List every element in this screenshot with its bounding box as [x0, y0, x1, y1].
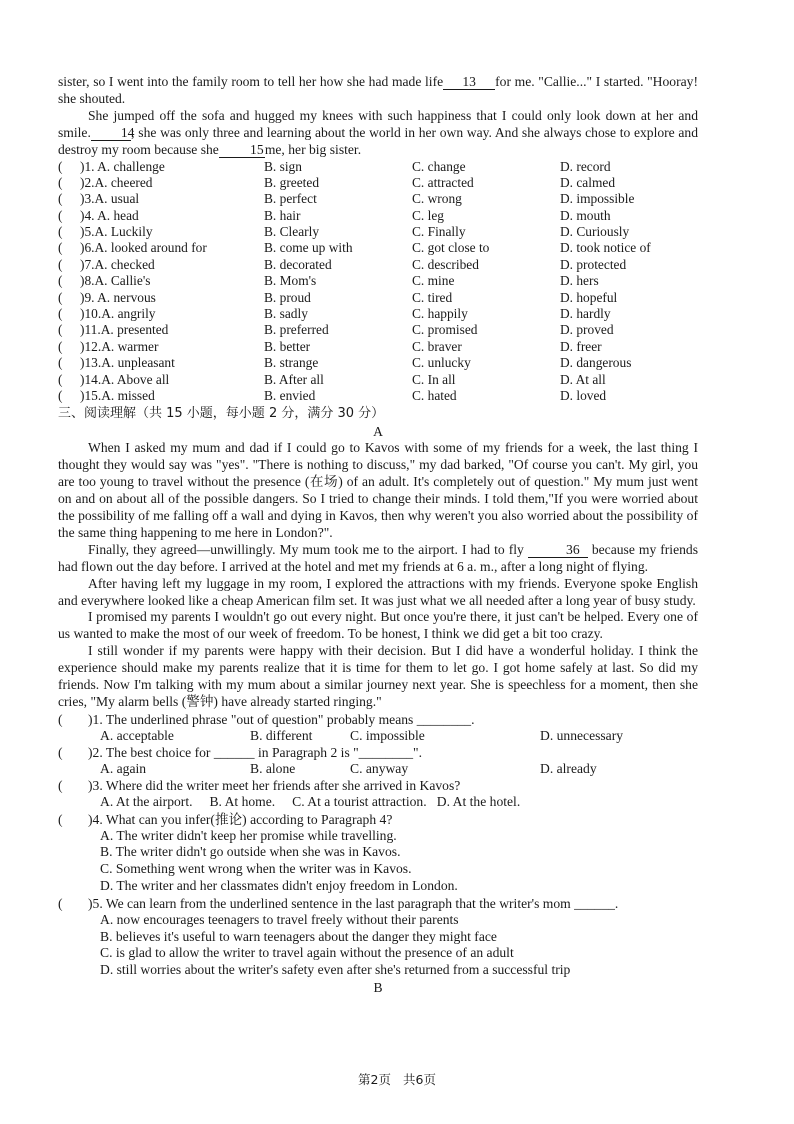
question-text: )2. The best choice for ______ in Paragraph 2 is "________". — [88, 744, 423, 760]
page-footer — [0, 1070, 794, 1088]
choice-a: A. acceptable — [100, 727, 174, 743]
passage-paragraph-1: When I asked my mum and dad if I could go to Kavos with some of my friends for a week, the last thing I thought they would say was "yes". "There is nothing to discuss," my dad barked, "Of course you can't. My girl, you are too young to travel without the presence (在场) of an adult. It's completely out of question." My mum just went on and on about all of the possible dangers. So I tried to change their minds. I told them,"If you were worried about the possibility of me falling off a wall and dying in Kavos, then why weren't you also worried about the possibility of the same thing happening to me here in London?". — [58, 440, 698, 540]
choice-c: C. Something went wrong when the writer was in Kavos. — [100, 861, 412, 877]
option-row — [58, 224, 698, 240]
cloze-paragraph-2 — [58, 108, 698, 159]
question-choices — [58, 728, 698, 744]
answer-paren[interactable]: ( — [58, 191, 63, 207]
option-c: C. happily — [412, 306, 468, 322]
option-b: B. strange — [264, 355, 319, 371]
cloze-text: me, her big sister. — [264, 141, 362, 157]
option-a: )2.A. cheered — [80, 174, 153, 190]
passage-paragraph-4: I promised my parents I wouldn't go out every night. But once you're there, it just can't be helped. Every one of us wanted to make the most of our week of freedom. To be honest, I think we did get a bit too crazy. — [58, 609, 698, 642]
option-c: C. got close to — [412, 240, 490, 256]
question-text: )1. The underlined phrase "out of question" probably means ________. — [88, 711, 475, 727]
choice-b: B. believes it's useful to warn teenagers about the danger they might face — [100, 928, 497, 944]
option-b: B. sadly — [264, 306, 308, 322]
page-total: 共6页 — [403, 1072, 436, 1087]
answer-paren[interactable]: ( — [58, 388, 63, 403]
option-d: D. took notice of — [560, 240, 651, 256]
option-b: B. greeted — [264, 174, 320, 190]
choice-b: B. The writer didn't go outside when she was in Kavos. — [100, 844, 401, 860]
choice-c: C. is glad to allow the writer to travel again without the presence of an adult — [100, 945, 514, 961]
option-d: D. hers — [560, 273, 599, 289]
option-b: B. preferred — [264, 322, 329, 338]
choice-b: B. different — [250, 727, 313, 743]
section-heading: 三、阅读理解（共 15 小题，每小题 2 分，满分 30 分） — [58, 406, 385, 422]
option-d: D. mouth — [560, 207, 611, 223]
option-row — [58, 372, 698, 388]
question-3 — [58, 777, 698, 811]
answer-paren[interactable]: ( — [58, 207, 63, 223]
option-row — [58, 191, 698, 207]
question-text: )5. We can learn from the underlined sentence in the last paragraph that the writer's mom ______. — [88, 895, 619, 911]
option-a: )1. A. challenge — [80, 158, 165, 174]
option-d: D. Curiously — [560, 224, 630, 240]
choice-b: B. alone — [250, 760, 296, 776]
option-row — [58, 159, 698, 175]
answer-paren[interactable]: ( — [58, 777, 73, 793]
answer-paren[interactable]: ( — [58, 338, 63, 354]
passage-label-b: B — [373, 980, 383, 996]
option-row — [58, 339, 698, 355]
option-row — [58, 322, 698, 338]
answer-paren[interactable]: ( — [58, 306, 63, 322]
option-row — [58, 240, 698, 256]
option-d: D. freer — [560, 338, 602, 354]
option-a: )13.A. unpleasant — [80, 355, 175, 371]
option-c: C. wrong — [412, 191, 462, 207]
passage-paragraph-2 — [58, 542, 698, 576]
option-d: D. hardly — [560, 306, 611, 322]
option-row — [58, 208, 698, 224]
cloze-text: sister, so I went into the family room to tell her how she had made life — [58, 74, 444, 89]
option-c: C. leg — [412, 207, 444, 223]
passage-text: Finally, they agreed—unwillingly. My mum took me to the airport. I had to fly — [88, 541, 524, 557]
option-c: C. hated — [412, 388, 457, 403]
option-row — [58, 355, 698, 371]
option-c: C. described — [412, 256, 479, 272]
answer-paren[interactable]: ( — [58, 744, 73, 760]
option-c: C. unlucky — [412, 355, 471, 371]
option-d: D. hopeful — [560, 289, 618, 305]
option-d: D. record — [560, 158, 611, 174]
option-c: C. change — [412, 158, 466, 174]
passage-paragraph-3: After having left my luggage in my room, I explored the attractions with my friends. Everyone spoke English and everywhere looked like a cheap American film set. It was just what we all needed after a long year of busy study. — [58, 575, 698, 608]
question-choices — [58, 761, 698, 777]
question-5 — [58, 895, 698, 979]
cloze-blank-13: 13 — [443, 75, 495, 90]
option-b: B. Mom's — [264, 273, 317, 289]
question-2 — [58, 744, 698, 777]
option-c: C. mine — [412, 273, 455, 289]
option-b: B. hair — [264, 207, 301, 223]
option-a: )10.A. angrily — [80, 306, 156, 322]
option-b: B. decorated — [264, 256, 332, 272]
choice-c: C. impossible — [350, 727, 425, 743]
option-b: B. perfect — [264, 191, 317, 207]
option-row — [58, 175, 698, 191]
answer-paren[interactable]: ( — [58, 273, 63, 289]
answer-paren[interactable]: ( — [58, 371, 63, 387]
answer-paren[interactable]: ( — [58, 174, 63, 190]
option-b: B. Clearly — [264, 224, 320, 240]
choice-d: D. unnecessary — [540, 727, 624, 743]
option-d: D. loved — [560, 388, 607, 403]
option-a: )12.A. warmer — [80, 338, 159, 354]
option-d: D. proved — [560, 322, 614, 338]
answer-paren[interactable]: ( — [58, 895, 80, 911]
option-d: D. protected — [560, 256, 627, 272]
choice-a: A. now encourages teenagers to travel freely without their parents — [100, 911, 459, 927]
choice-a: A. again — [100, 760, 147, 776]
question-text: )3. Where did the writer meet her friends after she arrived in Kavos? — [88, 777, 461, 793]
option-a: )4. A. head — [80, 207, 139, 223]
choice-d: D. The writer and her classmates didn't enjoy freedom in London. — [100, 878, 458, 894]
cloze-paragraph-1 — [58, 74, 698, 108]
option-c: C. promised — [412, 322, 478, 338]
choice-a: A. The writer didn't keep her promise while travelling. — [100, 827, 397, 843]
cloze-options-table — [58, 159, 698, 405]
exam-page — [58, 74, 698, 996]
option-b: B. come up with — [264, 240, 353, 256]
question-1 — [58, 711, 698, 744]
option-c: C. In all — [412, 371, 456, 387]
cloze-text: She jumped off the sofa and hugged my knees with such happiness that I could only look down at her and smile. — [58, 107, 698, 140]
option-d: D. calmed — [560, 174, 616, 190]
cloze-text: ; she was only three and learning about the world in her own way. And she always chose to explore and destroy my room because she — [58, 124, 698, 157]
question-choices: A. At the airport. B. At home. C. At a tourist attraction. D. At the hotel. — [100, 793, 521, 809]
option-row — [58, 306, 698, 322]
answer-paren[interactable]: ( — [58, 355, 63, 371]
option-a: )11.A. presented — [80, 322, 169, 338]
option-a: )3.A. usual — [80, 191, 140, 207]
answer-paren[interactable]: ( — [58, 322, 63, 338]
option-row — [58, 257, 698, 273]
option-b: B. sign — [264, 158, 302, 174]
option-b: B. better — [264, 338, 311, 354]
option-d: D. impossible — [560, 191, 635, 207]
question-4 — [58, 811, 698, 895]
passage-blank-36: 36 — [528, 543, 588, 558]
passage-paragraph-5: I still wonder if my parents were happy with their decision. But I did have a wonderful holiday. I think the experience should make my parents realize that it is time for them to let go. I got home safely at last. So did my friends. Now I'm talking with my mum about a similar journey next year. She is speechless for a moment, then she cries, "My alarm bells (警钟) have already started ringing." — [58, 643, 698, 709]
option-a: )14.A. Above all — [80, 371, 170, 387]
option-a: )15.A. missed — [80, 388, 155, 403]
answer-paren[interactable]: ( — [58, 224, 63, 240]
choice-d: D. already — [540, 760, 597, 776]
option-d: D. dangerous — [560, 355, 632, 371]
option-b: B. proud — [264, 289, 311, 305]
option-a: )8.A. Callie's — [80, 273, 151, 289]
answer-paren[interactable]: ( — [58, 289, 63, 305]
option-row — [58, 388, 698, 404]
question-text: )4. What can you infer(推论) according to Paragraph 4? — [88, 811, 393, 827]
option-a: )5.A. Luckily — [80, 224, 153, 240]
page-number: 第2页 — [358, 1072, 391, 1087]
answer-paren[interactable]: ( — [58, 158, 63, 174]
passage-text: because my friends had flown out the day before. I arrived at the hotel and met my friends at 6 a. m., after a long night of flying. — [58, 541, 698, 574]
option-a: )6.A. looked around for — [80, 240, 207, 256]
option-row — [58, 290, 698, 306]
answer-paren[interactable]: ( — [58, 711, 80, 727]
option-c: C. attracted — [412, 174, 474, 190]
option-b: B. After all — [264, 371, 324, 387]
answer-paren[interactable]: ( — [58, 811, 80, 827]
passage-label-a: A — [373, 424, 383, 440]
option-row — [58, 273, 698, 289]
cloze-blank-15: 15 — [219, 143, 265, 158]
option-c: C. Finally — [412, 224, 466, 240]
answer-paren[interactable]: ( — [58, 256, 63, 272]
option-a: )7.A. checked — [80, 256, 155, 272]
option-d: D. At all — [560, 371, 606, 387]
answer-paren[interactable]: ( — [58, 240, 63, 256]
choice-d: D. still worries about the writer's safety even after she's returned from a successful trip — [100, 962, 571, 978]
cloze-text: for me. "Callie..." I started. "Hooray! she shouted. — [58, 74, 698, 106]
cloze-blank-14: 14 — [91, 126, 131, 141]
option-a: )9. A. nervous — [80, 289, 156, 305]
option-b: B. envied — [264, 388, 316, 403]
choice-c: C. anyway — [350, 760, 409, 776]
option-c: C. tired — [412, 289, 453, 305]
option-c: C. braver — [412, 338, 462, 354]
